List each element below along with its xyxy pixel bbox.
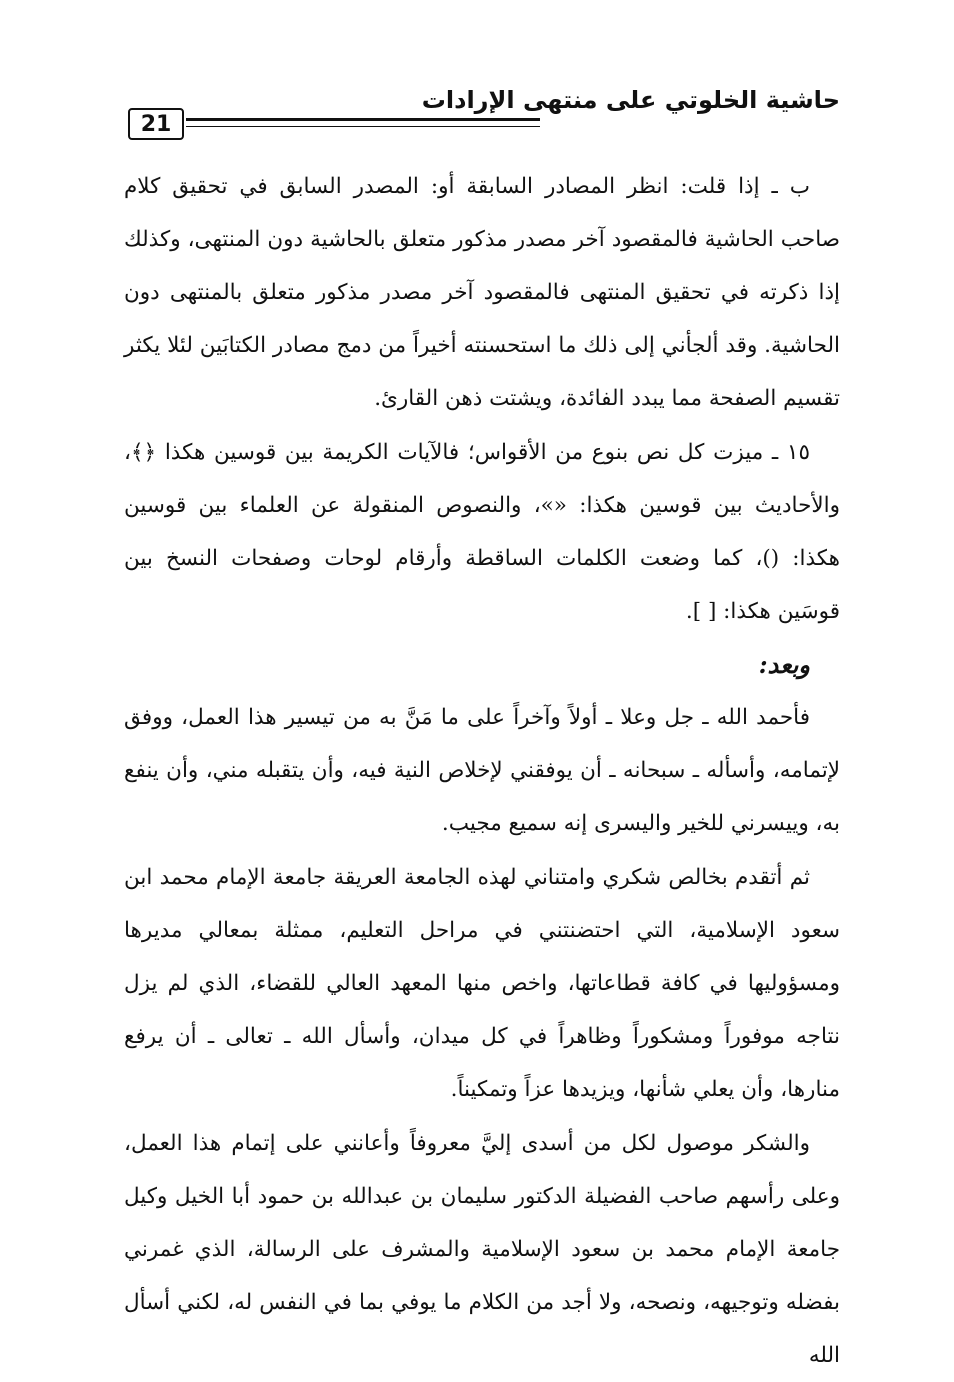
header-rule — [186, 118, 540, 127]
page-header — [128, 78, 840, 148]
paragraph-supervisor-thanks: والشكر موصول لكل من أسدى إليَّ معروفاً وأعانني على إتمام هذا العمل، وعلى رأسهم صاحب الفضيلة الدكتور سليمان بن عبدالله بن حمود أبا الخيل وكيل جامعة الإمام محمد بن سعود الإسلامية والمشرف على الرسالة، الذي غمرني بفضله وتوجيهه، ونصحه، ولا أجد من الكلام ما يوفي بما في النفس له، لكني أسأل الله — [124, 1131, 840, 1368]
paragraph-praise: فأحمد الله ـ جل وعلا ـ أولاً وآخراً على ما مَنَّ به من تيسير هذا العمل، ووفق لإتمامه، وأسأله ـ سبحانه ـ أن يوفقني لإخلاص النية فيه، وأن يتقبله مني، وأن ينفع به، وييسرني للخير واليسرى إنه سميع مجيب. — [124, 705, 840, 836]
section-heading: وبعد: — [758, 650, 810, 679]
paragraph-sources-note: ب ـ إذا قلت: انظر المصادر السابقة أو: المصدر السابق في تحقيق كلام صاحب الحاشية فالمقصود آخر مصدر مذكور متعلق بالحاشية دون المنتهى، وكذلك إذا ذكرته في تحقيق المنتهى فالمقصود آخر مصدر مذكور متعلق بالمنتهى دون الحاشية. وقد ألجأني إلى ذلك ما استحسنته أخيراً من دمج مصادر الكتابَين لئلا يكثر تقسيم الصفحة مما يبدد الفائدة، ويشتت ذهن القارئ. — [124, 174, 840, 411]
running-title: حاشية الخلوتي على منتهى الإرادات — [421, 86, 840, 114]
paragraph-brackets-note: ١٥ ـ ميزت كل نص بنوع من الأقواس؛ فالآيات الكريمة بين قوسين هكذا ﴿﴾، والأحاديث بين قوسين هكذا: «»، والنصوص المنقولة عن العلماء بين قوسين هكذا: ()، كما وضعت الكلمات الساقطة وأرقام لوحات وصفحات النسخ بين قوسَين هكذا: [ ]. — [124, 440, 840, 624]
page-body — [124, 160, 840, 1382]
paragraph-university-thanks: ثم أتقدم بخالص شكري وامتناني لهذه الجامعة العريقة جامعة الإمام محمد ابن سعود الإسلامية، التي احتضنتني في مراحل التعليم، ممثلة بمعالي مديرها ومسؤوليها في كافة قطاعاتها، واخص منها المعهد العالي للقضاء، الذي لم يزل نتاجه موفوراً ومشكوراً وظاهراً في كل ميدان، وأسأل الله ـ تعالى ـ أن يرفع منارها، وأن يعلي شأنها، ويزيدها عزاً وتمكيناً. — [124, 865, 840, 1102]
page-number: 21 — [128, 108, 184, 140]
